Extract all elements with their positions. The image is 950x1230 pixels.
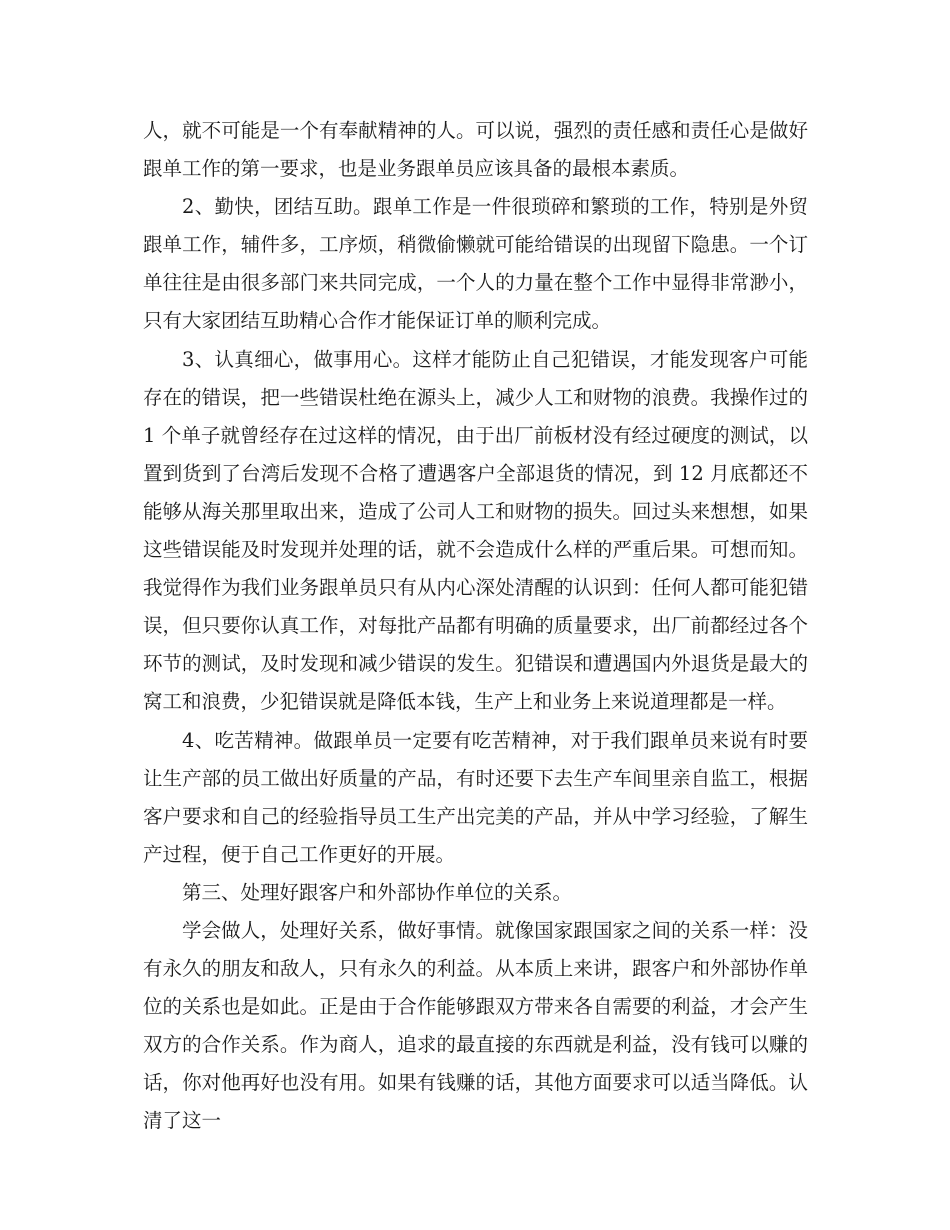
paragraph-diligence: 2、勤快，团结互助。跟单工作是一件很琐碎和繁琐的工作，特别是外贸跟单工作，辅件多，工序烦，稍微偷懒就可能给错误的出现留下隐患。一个订单往往是由很多部门来共同完成，一个人的力量在整个工作中显得非常渺小，只有大家团结互助精心合作才能保证订单的顺利完成。 [143,195,808,333]
section-heading-third: 第三、处理好跟客户和外部协作单位的关系。 [182,880,573,904]
paragraph-relationships: 学会做人，处理好关系，做好事情。就像国家跟国家之间的关系一样：没有永久的朋友和敌人，只有永久的利益。从本质上来讲，跟客户和外部协作单位的关系也是如此。正是由于合作能够跟双方带来各自需要的利益，才会产生双方的合作关系。作为商人，追求的最直接的东西就是利益，没有钱可以赚的话，你对他再好也没有用。如果有钱赚的话，其他方面要求可以适当降低。认清了这一 [143,918,808,1133]
document-body [143,112,808,1141]
paragraph-carefulness: 3、认真细心，做事用心。这样才能防止自己犯错误，才能发现客户可能存在的错误，把一些错误杜绝在源头上，减少人工和财物的浪费。我操作过的 1 个单子就曾经存在过这样的情况，由于出厂前板材没有经过硬度的测试，以置到货到了台湾后发现不合格了遭遇客户全部退货的情况，到 12 月底都还不能够从海关那里取出来，造成了公司人工和财物的损失。回过头来想想，如果这些错误能及时发现并处理的话，就不会造成什么样的严重后果。可想而知。我觉得作为我们业务跟单员只有从内心深处清醒的认识到：任何人都可能犯错误，但只要你认真工作，对每批产品都有明确的质量要求，出厂前都经过各个环节的测试，及时发现和减少错误的发生。犯错误和遭遇国内外退货是最大的窝工和浪费，少犯错误就是降低本钱，生产上和业务上来说道理都是一样。 [143,347,808,714]
paragraph-continuation: 人，就不可能是一个有奉献精神的人。可以说，强烈的责任感和责任心是做好跟单工作的第一要求，也是业务跟单员应该具备的最根本素质。 [143,119,808,181]
paragraph-hardship: 4、吃苦精神。做跟单员一定要有吃苦精神，对于我们跟单员来说有时要让生产部的员工做出好质量的产品，有时还要下去生产车间里亲自监工，根据客户要求和自己的经验指导员工生产出完美的产品，并从中学习经验，了解生产过程，便于自己工作更好的开展。 [143,728,808,866]
